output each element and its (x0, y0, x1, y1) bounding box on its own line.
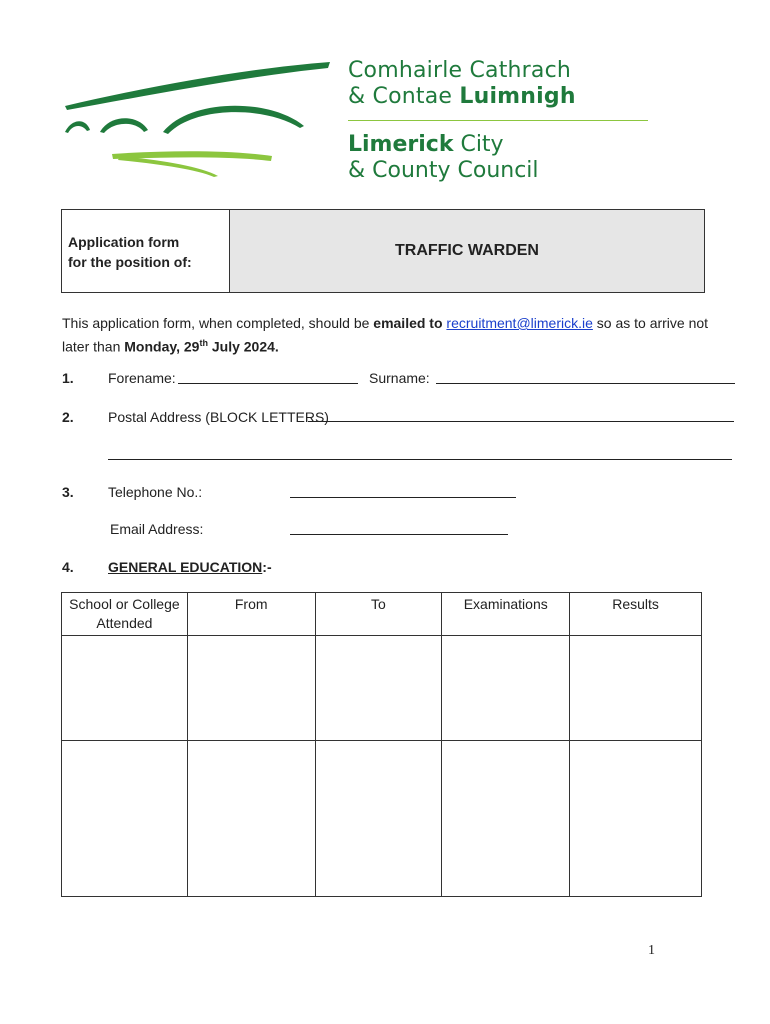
position-label-line2: for the position of: (68, 254, 192, 270)
deadline-suffix: th (199, 338, 208, 348)
recruitment-email-link[interactable]: recruitment@limerick.ie (446, 315, 593, 331)
general-education-label: GENERAL EDUCATION (108, 559, 263, 575)
header-school: School or College Attended (62, 593, 188, 636)
results-cell[interactable] (570, 741, 702, 897)
logo-english-line2: & County Council (348, 158, 539, 183)
intro-emailed-to: emailed to (373, 315, 443, 331)
email-address-field[interactable] (290, 534, 508, 535)
q1-number: 1. (62, 370, 74, 386)
logo-irish-line2-bold: Luimnigh (459, 84, 576, 109)
position-name-cell: TRAFFIC WARDEN (230, 210, 704, 292)
results-cell[interactable] (570, 636, 702, 741)
logo-irish-line2 (348, 84, 576, 109)
logo-irish-line2-prefix: & Contae (348, 84, 460, 109)
general-education-suffix: :- (262, 559, 272, 575)
surname-field[interactable] (436, 383, 735, 384)
q3-number: 3. (62, 484, 74, 500)
postal-address-label: Postal Address (BLOCK LETTERS) (108, 409, 329, 425)
education-table-header-row (62, 593, 702, 636)
deadline-day: Monday, 29 (124, 338, 200, 355)
logo-divider (348, 120, 648, 121)
header-examinations: Examinations (442, 593, 570, 636)
position-label-line1: Application form (68, 234, 180, 250)
school-cell[interactable] (62, 741, 188, 897)
q2-number: 2. (62, 409, 74, 425)
education-table (61, 592, 702, 897)
postal-address-field-line1[interactable] (308, 421, 734, 422)
logo-english-line1 (348, 132, 504, 157)
examinations-cell[interactable] (442, 636, 570, 741)
email-address-label: Email Address: (110, 521, 204, 537)
position-title-box (61, 209, 705, 293)
table-row (62, 741, 702, 897)
school-cell[interactable] (62, 636, 188, 741)
position-label-cell (62, 210, 230, 292)
q4-number: 4. (62, 559, 74, 575)
to-cell[interactable] (315, 741, 442, 897)
header-results: Results (570, 593, 702, 636)
examinations-cell[interactable] (442, 741, 570, 897)
page-number: 1 (648, 943, 655, 958)
intro-text-1: This application form, when completed, should be (62, 315, 374, 331)
telephone-field[interactable] (290, 497, 516, 498)
general-education-heading (108, 559, 272, 575)
to-cell[interactable] (315, 636, 442, 741)
deadline-rest: July 2024. (207, 338, 279, 355)
intro-text-3: so as to arrive not later than (62, 315, 709, 355)
intro-paragraph (62, 313, 722, 357)
telephone-label: Telephone No.: (108, 484, 203, 500)
logo-english-bold: Limerick (348, 132, 454, 157)
logo-irish-line1: Comhairle Cathrach (348, 58, 572, 83)
council-logo-swoosh (60, 58, 340, 180)
logo-english-rest: City (453, 132, 504, 157)
forename-field[interactable] (178, 383, 358, 384)
table-row (62, 636, 702, 741)
from-cell[interactable] (187, 741, 315, 897)
header-from: From (187, 593, 315, 636)
postal-address-field-line2[interactable] (108, 459, 732, 460)
header-to: To (315, 593, 442, 636)
forename-label: Forename: (108, 370, 176, 386)
surname-label: Surname: (369, 370, 430, 386)
from-cell[interactable] (187, 636, 315, 741)
